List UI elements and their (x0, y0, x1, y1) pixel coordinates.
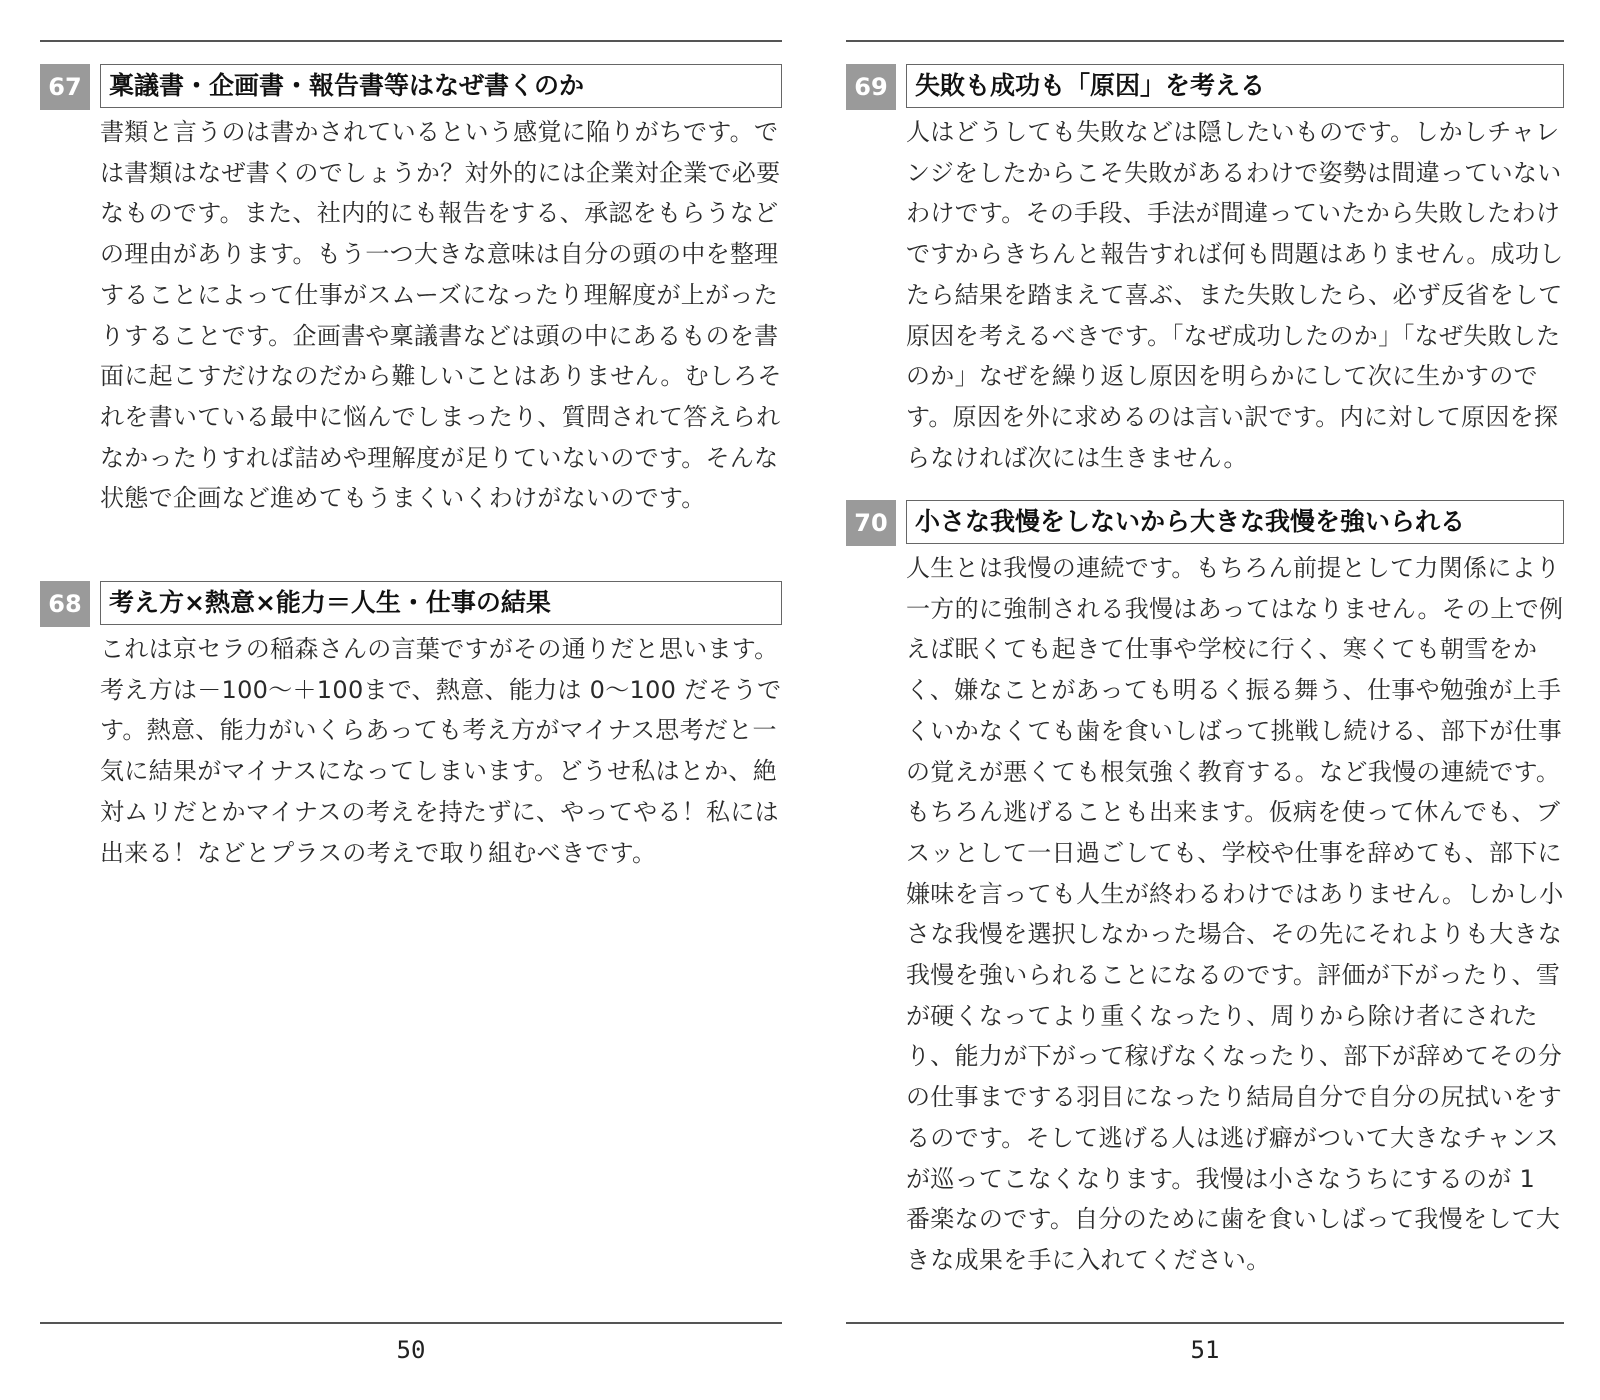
bottom-rule (40, 1322, 782, 1324)
section-number: 70 (846, 500, 896, 546)
page-number: 51 (1190, 1336, 1220, 1364)
section-number: 68 (40, 581, 90, 627)
section-header (40, 64, 782, 112)
section-number: 67 (40, 64, 90, 110)
section-67 (40, 64, 782, 519)
section-header (40, 581, 782, 629)
top-rule (40, 40, 782, 42)
section-title: 失敗も成功も「原因」を考える (906, 64, 1564, 108)
section-title: 稟議書・企画書・報告書等はなぜ書くのか (100, 64, 782, 108)
section-body: 人はどうしても失敗などは隠したいものです。しかしチャレンジをしたからこそ失敗があるわけで姿勢は間違っていないわけです。その手段、手法が間違っていたから失敗したわけですからきちんと報告すれば何も問題はありません。成功したら結果を踏まえて喜ぶ、また失敗したら、必ず反省をして原因を考えるべきです。「なぜ成功したのか」「なぜ失敗したのか」なぜを繰り返し原因を明らかにして次に生かすのです。原因を外に求めるのは言い訳です。内に対して原因を探らなければ次には生きません。 (906, 118, 1564, 472)
section-70 (846, 500, 1564, 1281)
left-page (40, 0, 782, 1400)
section-title: 小さな我慢をしないから大きな我慢を強いられる (906, 500, 1564, 544)
section-title: 考え方×熱意×能力＝人生・仕事の結果 (100, 581, 782, 625)
section-number: 69 (846, 64, 896, 110)
section-69 (846, 64, 1564, 478)
section-body: これは京セラの稲森さんの言葉ですがその通りだと思います。考え方は－100～＋100まで、熱意、能力は 0～100 だそうです。熱意、能力がいくらあっても考え方がマイナス思考だと一気に結果がマイナスになってしまいます。どうせ私はとか、絶対ムリだとかマイナスの考えを持たずに、やってやる！私には出来る！などとプラスの考えで取り組むべきです。 (100, 635, 782, 867)
section-body: 人生とは我慢の連続です。もちろん前提として力関係により一方的に強制される我慢はあってはなりません。その上で例えば眠くても起きて仕事や学校に行く、寒くても朝雪をかく、嫌なことがあっても明るく振る舞う、仕事や勉強が上手くいかなくても歯を食いしばって挑戦し続ける、部下が仕事の覚えが悪くても根気強く教育する。など我慢の連続です。もちろん逃げることも出来ます。仮病を使って休んでも、ブスッとして一日過ごしても、学校や仕事を辞めても、部下に嫌味を言っても人生が終わるわけではありません。しかし小さな我慢を選択しなかった場合、その先にそれよりも大きな我慢を強いられることになるのです。評価が下がったり、雪が硬くなってより重くなったり、周りから除け者にされたり、能力が下がって稼げなくなったり、部下が辞めてその分の仕事までする羽目になったり結局自分で自分の尻拭いをするのです。そして逃げる人は逃げ癖がついて大きなチャンスが巡ってこなくなります。我慢は小さなうちにするのが 1 番楽なのです。自分のために歯を食いしばって我慢をして大きな成果を手に入れてください。 (906, 554, 1564, 1274)
right-page (846, 0, 1564, 1400)
section-header (846, 64, 1564, 112)
section-header (846, 500, 1564, 548)
page-number: 50 (396, 1336, 426, 1364)
bottom-rule (846, 1322, 1564, 1324)
section-68 (40, 581, 782, 873)
top-rule (846, 40, 1564, 42)
section-body: 書類と言うのは書かされているという感覚に陥りがちです。では書類はなぜ書くのでしょうか？対外的には企業対企業で必要なものです。また、社内的にも報告をする、承認をもらうなどの理由があります。もう一つ大きな意味は自分の頭の中を整理することによって仕事がスムーズになったり理解度が上がったりすることです。企画書や稟議書などは頭の中にあるものを書面に起こすだけなのだから難しいことはありません。むしろそれを書いている最中に悩んでしまったり、質問されて答えられなかったりすれば詰めや理解度が足りていないのです。そんな状態で企画など進めてもうまくいくわけがないのです。 (100, 118, 782, 513)
